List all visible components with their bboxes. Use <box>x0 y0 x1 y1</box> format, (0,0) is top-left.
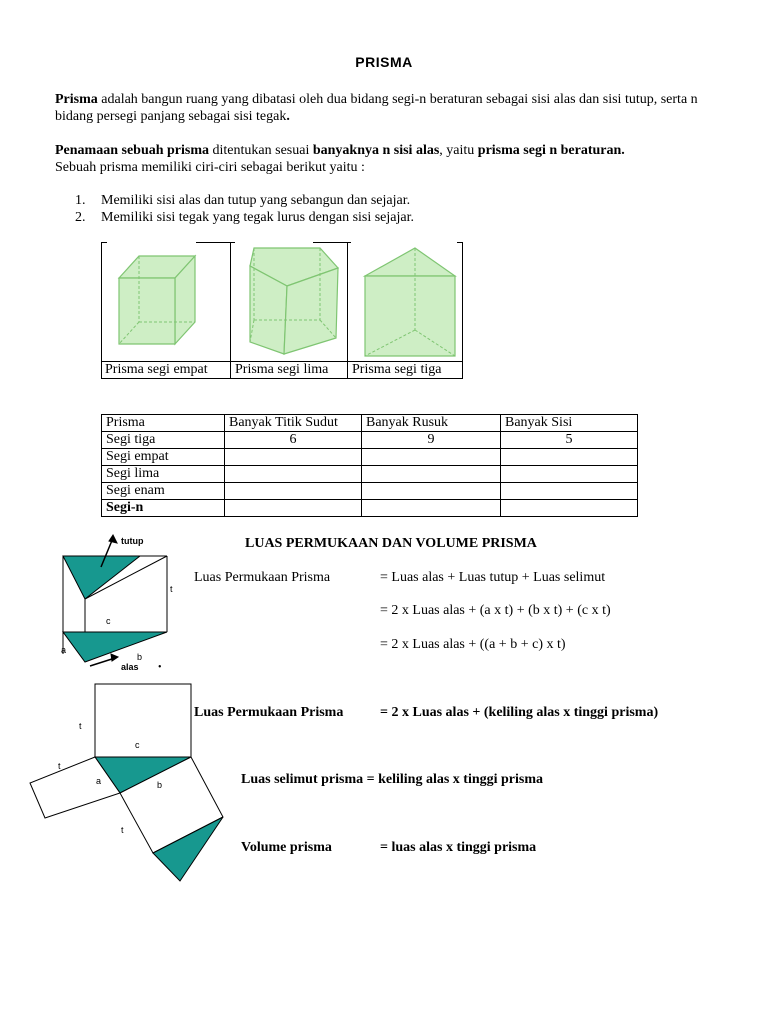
net-label-c: c <box>135 740 140 750</box>
table-cell <box>362 449 501 466</box>
table-cell: 9 <box>362 432 501 449</box>
intro-end: . <box>286 109 290 124</box>
table-cell <box>225 466 362 483</box>
table-row <box>102 483 638 500</box>
table-cell: Segi tiga <box>102 432 225 449</box>
table-cell <box>362 483 501 500</box>
table-row <box>102 466 638 483</box>
label-tutup: tutup <box>121 536 144 546</box>
table-cell: 6 <box>225 432 362 449</box>
selimut-formula: Luas selimut prisma = keliling alas x tinggi prisma <box>241 772 544 787</box>
lp-label: Luas Permukaan Prisma <box>194 570 331 585</box>
net-label-b: b <box>157 780 163 790</box>
feature-number: 1. <box>75 193 86 208</box>
table-cell <box>225 449 362 466</box>
table-cell <box>501 466 638 483</box>
triangular-prism-figure <box>349 244 463 360</box>
prism-label-triangle: Prisma segi tiga <box>352 362 442 377</box>
label-c: c <box>106 616 111 626</box>
table-cell <box>225 483 362 500</box>
table-cell: Segi lima <box>102 466 225 483</box>
table-cell <box>362 466 501 483</box>
naming-bold-2: banyaknya n sisi alas <box>312 143 440 158</box>
table-cell <box>501 500 638 517</box>
lp-bold-label: Luas Permukaan Prisma <box>194 705 344 720</box>
feature-text: Memiliki sisi alas dan tutup yang sebangun dan sejajar. <box>101 193 411 208</box>
table-row <box>102 500 638 517</box>
label-a: a <box>61 645 67 655</box>
table-row <box>102 449 638 466</box>
feature-item <box>75 192 414 209</box>
label-b: b <box>137 652 143 662</box>
label-t: t <box>170 584 173 594</box>
naming-text-1: ditentukan sesuai <box>209 143 313 158</box>
pentagonal-prism-figure <box>232 244 348 360</box>
naming-line-2: Sebuah prisma memiliki ciri-ciri sebagai berikut yaitu : <box>55 160 365 175</box>
intro-paragraph <box>55 91 715 125</box>
table-header-row <box>102 415 638 432</box>
section-title: LUAS PERMUKAAN DAN VOLUME PRISMA <box>245 536 537 551</box>
square-prism-figure <box>107 244 227 360</box>
net-label-a: a <box>96 776 102 786</box>
table-header-cell: Prisma <box>102 415 225 432</box>
prism-figures-panel <box>101 242 463 379</box>
naming-bold-1: Penamaan sebuah prisma <box>55 143 210 158</box>
intro-term: Prisma <box>55 92 98 107</box>
triangular-prism-diagram <box>55 532 180 677</box>
table-header-cell: Banyak Titik Sudut <box>225 415 362 432</box>
feature-number: 2. <box>75 210 86 225</box>
table-header-cell: Banyak Rusuk <box>362 415 501 432</box>
feature-text: Memiliki sisi tegak yang tegak lurus dengan sisi sejajar. <box>101 210 414 225</box>
intro-text: adalah bangun ruang yang dibatasi oleh dua bidang segi-n beraturan sebagai sisi alas dan sisi tutup, serta n bidang persegi panjang sebagai sisi tegak <box>55 92 698 124</box>
table-cell: Segi enam <box>102 483 225 500</box>
table-cell: Segi empat <box>102 449 225 466</box>
lp-bold-formula: = 2 x Luas alas + (keliling alas x tinggi prisma) <box>380 705 659 720</box>
volume-label: Volume prisma <box>241 840 332 855</box>
lp-formula-2: = 2 x Luas alas + (a x t) + (b x t) + (c x t) <box>380 603 611 618</box>
lp-formula-3: = 2 x Luas alas + ((a + b + c) x t) <box>380 637 566 652</box>
table-row <box>102 432 638 449</box>
features-list <box>75 192 414 226</box>
dot-marker: • <box>158 662 162 673</box>
table-cell <box>501 449 638 466</box>
table-cell <box>225 500 362 517</box>
label-alas: alas <box>121 662 139 672</box>
table-header-cell: Banyak Sisi <box>501 415 638 432</box>
naming-text-2: , yaitu <box>439 143 478 158</box>
feature-item <box>75 209 414 226</box>
table-cell: 5 <box>501 432 638 449</box>
volume-formula: = luas alas x tinggi prisma <box>380 840 537 855</box>
lp-formula-1: = Luas alas + Luas tutup + Luas selimut <box>380 570 606 585</box>
net-label-t-2: t <box>58 761 61 771</box>
table-cell <box>501 483 638 500</box>
table-cell <box>362 500 501 517</box>
prism-properties-table <box>101 414 638 517</box>
net-label-t-3: t <box>121 825 124 835</box>
naming-paragraph <box>55 142 715 176</box>
naming-bold-3: prisma segi n beraturan. <box>477 143 625 158</box>
prism-label-pentagon: Prisma segi lima <box>235 362 329 377</box>
net-label-t-1: t <box>79 721 82 731</box>
page-title: PRISMA <box>355 54 413 70</box>
prism-label-square: Prisma segi empat <box>105 362 208 377</box>
table-cell: Segi-n <box>102 500 225 517</box>
